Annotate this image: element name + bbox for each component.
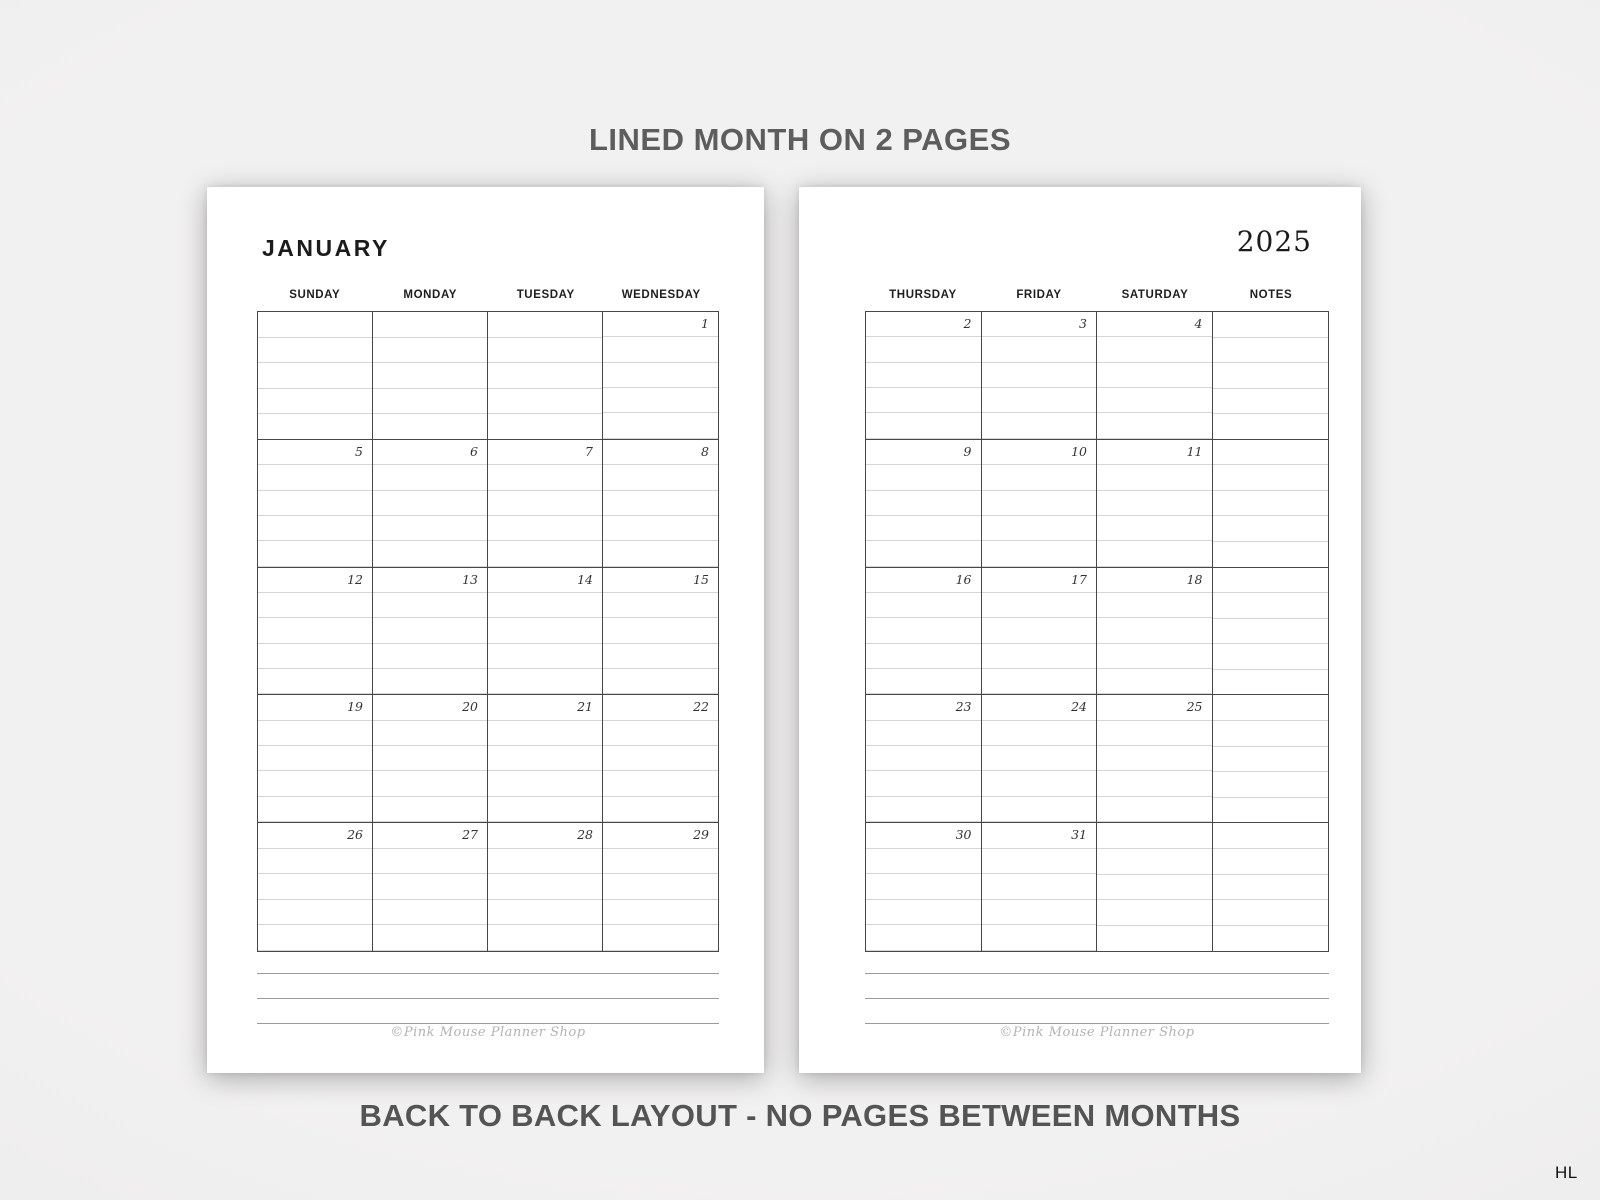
ruled-line [603, 925, 718, 951]
ruled-line [866, 721, 981, 746]
ruled-line [488, 746, 602, 771]
day-cell [258, 823, 373, 951]
ruled-line [982, 721, 1097, 746]
ruled-line [982, 849, 1097, 875]
ruled-line [1097, 797, 1212, 822]
ruled-line [373, 414, 487, 439]
ruled-line [1097, 721, 1212, 746]
day-header: SUNDAY [289, 289, 341, 301]
date-number: 26 [347, 827, 363, 843]
day-cell [1097, 440, 1213, 567]
ruled-line [603, 541, 718, 566]
ruled-line [1097, 541, 1212, 566]
day-cell [603, 695, 718, 822]
ruled-line [258, 338, 372, 364]
day-cell [866, 568, 982, 695]
day-cell [488, 568, 603, 695]
ruled-line [866, 388, 981, 413]
day-cell [1097, 568, 1213, 695]
ruled-line [373, 797, 487, 822]
ruled-line [258, 746, 372, 771]
ruled-line [1213, 440, 1329, 466]
day-header: FRIDAY [1016, 289, 1062, 301]
ruled-line [603, 797, 718, 822]
ruled-line [258, 925, 372, 951]
calendar-grid-left [257, 311, 719, 952]
ruled-line [1213, 568, 1329, 594]
date-number: 1 [701, 316, 709, 331]
ruled-line [373, 491, 487, 516]
ruled-line [373, 721, 487, 746]
day-cell [488, 312, 603, 439]
ruled-line [1097, 491, 1212, 516]
ruled-line [258, 771, 372, 796]
day-header: WEDNESDAY [621, 289, 701, 301]
day-headers-right [865, 289, 1329, 301]
day-header: THURSDAY [889, 289, 957, 301]
ruled-line [603, 900, 718, 926]
week-row [258, 823, 718, 951]
ruled-line [982, 874, 1097, 900]
ruled-line [258, 414, 372, 439]
day-cell [373, 312, 488, 439]
ruled-line [1097, 900, 1212, 926]
ruled-line [1213, 389, 1329, 415]
ruled-line [1213, 491, 1329, 517]
date-number: 17 [1071, 571, 1087, 587]
day-cell [488, 440, 603, 567]
ruled-line [1213, 798, 1329, 823]
week-row [866, 440, 1328, 568]
week-row [258, 568, 718, 696]
ruled-line [373, 746, 487, 771]
ruled-line [488, 900, 602, 926]
day-cell [1213, 312, 1329, 439]
ruled-line [1213, 670, 1329, 695]
ruled-line [1213, 644, 1329, 670]
ruled-line [603, 618, 718, 643]
day-header: NOTES [1249, 289, 1293, 301]
ruled-line [1213, 772, 1329, 798]
ruled-line [982, 593, 1097, 618]
ruled-line [1213, 338, 1329, 364]
ruled-line [258, 874, 372, 900]
watermark-initials: HL [1555, 1163, 1578, 1182]
ruled-line [982, 797, 1097, 822]
day-cell [1097, 312, 1213, 439]
ruled-line [866, 413, 981, 438]
ruled-line [603, 388, 718, 413]
notes-line [257, 998, 719, 999]
day-cell [982, 695, 1098, 822]
ruled-line [488, 669, 602, 694]
notes-line [257, 1023, 719, 1024]
date-number: 25 [1186, 699, 1203, 715]
date-number: 18 [1186, 571, 1203, 587]
ruled-line [1213, 465, 1329, 491]
ruled-line [982, 363, 1097, 388]
day-header: MONDAY [403, 289, 458, 301]
day-cell [866, 440, 982, 567]
ruled-line [982, 618, 1097, 643]
week-row [258, 312, 718, 440]
ruled-line [488, 312, 602, 338]
ruled-line [866, 669, 981, 694]
date-number: 19 [347, 699, 363, 715]
ruled-line [982, 771, 1097, 796]
date-number: 20 [462, 699, 478, 715]
week-row [258, 440, 718, 568]
ruled-line [1097, 593, 1212, 618]
ruled-line [866, 337, 981, 362]
ruled-line [603, 516, 718, 541]
ruled-line [258, 541, 372, 566]
day-cell [603, 823, 718, 951]
day-cell [488, 695, 603, 822]
day-cell [258, 568, 373, 695]
ruled-line [1213, 542, 1329, 567]
ruled-line [373, 541, 487, 566]
day-cell [603, 312, 718, 439]
ruled-line [866, 618, 981, 643]
ruled-line [866, 900, 981, 926]
date-number: 12 [347, 571, 363, 587]
ruled-line [488, 721, 602, 746]
calendar-grid-right [865, 311, 1329, 952]
ruled-line [373, 644, 487, 669]
ruled-line [258, 669, 372, 694]
ruled-line [258, 491, 372, 516]
shop-signature-left: ©Pink Mouse Planner Shop [390, 1025, 586, 1040]
date-number: 23 [955, 699, 972, 715]
ruled-line [373, 593, 487, 618]
ruled-line [258, 593, 372, 618]
shop-signature-right: ©Pink Mouse Planner Shop [999, 1025, 1195, 1040]
ruled-line [1213, 823, 1329, 849]
ruled-line [258, 900, 372, 926]
day-cell [866, 823, 982, 951]
ruled-line [603, 593, 718, 618]
ruled-line [866, 644, 981, 669]
ruled-line [1097, 465, 1212, 490]
ruled-line [982, 541, 1097, 566]
ruled-line [1097, 644, 1212, 669]
notes-line [865, 998, 1329, 999]
ruled-line [373, 900, 487, 926]
day-cell [866, 695, 982, 822]
ruled-line [488, 389, 602, 415]
date-number: 5 [355, 443, 363, 459]
date-number: 8 [701, 443, 709, 459]
day-cell [1097, 695, 1213, 822]
ruled-line [258, 618, 372, 643]
year-title: 2025 [1236, 225, 1312, 258]
ruled-line [488, 491, 602, 516]
date-number: 15 [693, 571, 709, 587]
ruled-line [603, 874, 718, 900]
date-number: 21 [577, 699, 593, 715]
week-row [866, 823, 1328, 951]
ruled-line [1213, 900, 1329, 926]
ruled-line [258, 849, 372, 875]
day-cell [1213, 823, 1329, 951]
date-number: 27 [462, 827, 478, 843]
date-number: 13 [462, 571, 478, 587]
right-page [799, 187, 1361, 1073]
ruled-line [258, 465, 372, 490]
ruled-line [1097, 337, 1212, 362]
ruled-line [488, 541, 602, 566]
week-row [866, 312, 1328, 440]
ruled-line [603, 669, 718, 694]
ruled-line [258, 312, 372, 338]
ruled-line [603, 849, 718, 875]
ruled-line [866, 849, 981, 875]
ruled-line [866, 465, 981, 490]
ruled-line [1097, 516, 1212, 541]
day-cell [488, 823, 603, 951]
ruled-line [373, 465, 487, 490]
ruled-line [488, 644, 602, 669]
ruled-line [258, 797, 372, 822]
ruled-line [488, 771, 602, 796]
ruled-line [982, 388, 1097, 413]
ruled-line [1213, 695, 1329, 721]
day-cell [373, 823, 488, 951]
ruled-line [982, 465, 1097, 490]
ruled-line [373, 516, 487, 541]
notes-line [865, 1023, 1329, 1024]
ruled-line [603, 337, 718, 362]
date-number: 16 [955, 571, 972, 587]
ruled-line [373, 849, 487, 875]
ruled-line [488, 797, 602, 822]
date-number: 24 [1071, 699, 1087, 715]
ruled-line [866, 925, 981, 951]
ruled-line [1213, 926, 1329, 951]
ruled-line [982, 925, 1097, 951]
ruled-line [866, 771, 981, 796]
ruled-line [866, 491, 981, 516]
ruled-line [603, 771, 718, 796]
day-cell [603, 568, 718, 695]
page-title: LINED MONTH ON 2 PAGES [588, 122, 1012, 157]
week-row [866, 695, 1328, 823]
ruled-line [1213, 875, 1329, 901]
date-number: 28 [577, 827, 593, 843]
ruled-line [982, 746, 1097, 771]
ruled-line [982, 413, 1097, 438]
ruled-line [603, 746, 718, 771]
day-cell [373, 695, 488, 822]
bottom-caption: BACK TO BACK LAYOUT - NO PAGES BETWEEN MONTHS [359, 1098, 1241, 1133]
ruled-line [258, 363, 372, 389]
day-cell [866, 312, 982, 439]
day-headers-left [257, 289, 719, 301]
ruled-line [603, 721, 718, 746]
ruled-line [488, 465, 602, 490]
date-number: 7 [585, 443, 593, 459]
ruled-line [258, 721, 372, 746]
left-page [207, 187, 764, 1073]
day-cell [258, 695, 373, 822]
day-cell [373, 440, 488, 567]
date-number: 2 [963, 316, 972, 331]
ruled-line [373, 338, 487, 364]
ruled-line [373, 618, 487, 643]
ruled-line [982, 900, 1097, 926]
ruled-line [1097, 618, 1212, 643]
ruled-line [488, 618, 602, 643]
ruled-line [1097, 669, 1212, 694]
day-cell [982, 312, 1098, 439]
ruled-line [1213, 721, 1329, 747]
notes-line [865, 973, 1329, 974]
date-number: 9 [963, 443, 972, 459]
ruled-line [488, 414, 602, 439]
ruled-line [1097, 771, 1212, 796]
ruled-line [1213, 619, 1329, 645]
ruled-line [1213, 414, 1329, 439]
date-number: 29 [693, 827, 709, 843]
ruled-line [373, 363, 487, 389]
ruled-line [488, 516, 602, 541]
ruled-line [1097, 413, 1212, 438]
day-cell [258, 440, 373, 567]
ruled-line [1097, 926, 1212, 951]
day-cell [1097, 823, 1213, 951]
ruled-line [603, 413, 718, 438]
ruled-line [866, 541, 981, 566]
date-number: 11 [1186, 443, 1203, 459]
date-number: 6 [470, 443, 478, 459]
ruled-line [866, 746, 981, 771]
ruled-line [373, 312, 487, 338]
ruled-line [866, 593, 981, 618]
ruled-line [982, 516, 1097, 541]
week-row [258, 695, 718, 823]
ruled-line [373, 874, 487, 900]
day-cell [1213, 695, 1329, 822]
month-title: JANUARY [262, 235, 390, 261]
ruled-line [1213, 363, 1329, 389]
date-number: 4 [1194, 316, 1203, 331]
ruled-line [866, 363, 981, 388]
day-header: SATURDAY [1121, 289, 1189, 301]
ruled-line [1213, 312, 1329, 338]
date-number: 31 [1071, 827, 1087, 843]
ruled-line [1213, 849, 1329, 875]
day-cell [982, 823, 1098, 951]
ruled-line [373, 389, 487, 415]
date-number: 14 [577, 571, 593, 587]
day-cell [373, 568, 488, 695]
ruled-line [1213, 516, 1329, 542]
ruled-line [258, 644, 372, 669]
ruled-line [258, 516, 372, 541]
ruled-line [982, 644, 1097, 669]
ruled-line [1097, 875, 1212, 901]
day-cell [603, 440, 718, 567]
day-header: TUESDAY [516, 289, 575, 301]
ruled-line [373, 669, 487, 694]
day-cell [258, 312, 373, 439]
ruled-line [258, 389, 372, 415]
date-number: 22 [693, 699, 709, 715]
ruled-line [488, 363, 602, 389]
ruled-line [488, 874, 602, 900]
ruled-line [1213, 747, 1329, 773]
ruled-line [1097, 823, 1212, 849]
ruled-line [1097, 849, 1212, 875]
day-cell [982, 440, 1098, 567]
ruled-line [488, 593, 602, 618]
ruled-line [866, 874, 981, 900]
ruled-line [1097, 388, 1212, 413]
ruled-line [603, 363, 718, 388]
ruled-line [1097, 746, 1212, 771]
ruled-line [1097, 363, 1212, 388]
ruled-line [603, 491, 718, 516]
date-number: 3 [1079, 316, 1087, 331]
ruled-line [603, 644, 718, 669]
ruled-line [373, 925, 487, 951]
ruled-line [488, 338, 602, 364]
ruled-line [1213, 593, 1329, 619]
ruled-line [866, 516, 981, 541]
date-number: 30 [955, 827, 972, 843]
ruled-line [603, 465, 718, 490]
week-row [866, 568, 1328, 696]
ruled-line [373, 771, 487, 796]
ruled-line [982, 337, 1097, 362]
day-cell [982, 568, 1098, 695]
ruled-line [488, 849, 602, 875]
notes-line [257, 973, 719, 974]
ruled-line [982, 669, 1097, 694]
date-number: 10 [1071, 443, 1087, 459]
ruled-line [488, 925, 602, 951]
day-cell [1213, 440, 1329, 567]
ruled-line [982, 491, 1097, 516]
ruled-line [866, 797, 981, 822]
day-cell [1213, 568, 1329, 695]
